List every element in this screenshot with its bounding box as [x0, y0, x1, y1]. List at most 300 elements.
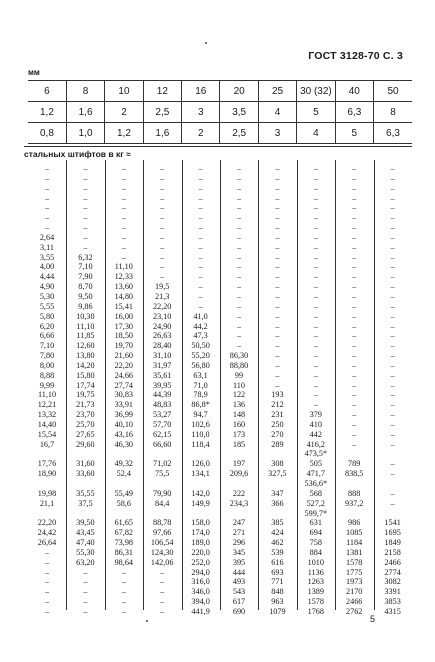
- mass-cell: 347: [271, 488, 284, 498]
- mass-cell: 193: [271, 390, 284, 400]
- mass-cell: –: [275, 232, 280, 242]
- mass-cell: 160: [232, 419, 246, 429]
- column-divider: [105, 160, 106, 610]
- mass-cell: –: [352, 341, 357, 351]
- mass-cell: [338, 449, 370, 459]
- mass-column: [338, 164, 370, 617]
- mass-cell: [108, 479, 140, 489]
- dimension-cell: 6,3: [335, 102, 373, 123]
- mass-cell: 316,0: [191, 577, 210, 587]
- mass-cell: 97,66: [152, 528, 172, 538]
- mass-cell: 7,80: [39, 351, 55, 361]
- mass-cell: 17,30: [114, 321, 133, 331]
- mass-cell: –: [390, 242, 395, 252]
- mass-cell: –: [390, 213, 395, 223]
- mass-cell: 346,0: [191, 587, 210, 597]
- mass-cell: –: [121, 606, 126, 616]
- mass-cell: [69, 449, 101, 459]
- mass-cell: 142,0: [191, 488, 210, 498]
- mass-cell: 308: [271, 459, 284, 469]
- mass-cell: 599,7*: [304, 508, 328, 518]
- mass-cell: 379: [309, 410, 322, 420]
- mass-column: [185, 164, 217, 617]
- mass-cell: –: [198, 213, 203, 223]
- mass-cell: –: [352, 164, 357, 173]
- mass-cell: –: [121, 587, 126, 597]
- mass-cell: 14,40: [37, 419, 57, 429]
- mass-cell: 189,0: [191, 538, 210, 548]
- mass-cell: –: [83, 232, 88, 242]
- mass-cell: 1849: [384, 538, 401, 548]
- dimension-row: [28, 81, 412, 102]
- mass-cell: 11,10: [76, 321, 95, 331]
- mass-cell: –: [160, 203, 165, 213]
- mass-cell: 345: [232, 547, 246, 557]
- mass-cell: –: [352, 252, 357, 262]
- mass-cell: –: [198, 203, 203, 213]
- mass-cell: 37,5: [78, 498, 93, 508]
- mass-cell: –: [352, 331, 357, 341]
- mass-cell: 539: [271, 547, 284, 557]
- mass-cell: 73,98: [114, 538, 133, 548]
- mass-cell: 142,06: [150, 557, 174, 567]
- mass-cell: –: [352, 282, 357, 292]
- mass-cell: –: [352, 410, 357, 420]
- mass-cell: –: [121, 577, 126, 587]
- dimension-row: [28, 123, 412, 144]
- mass-cell: 5,30: [39, 291, 55, 301]
- mass-cell: –: [44, 183, 50, 193]
- mass-cell: –: [390, 341, 395, 351]
- mass-cell: –: [236, 282, 242, 292]
- mass-cell: –: [390, 410, 395, 420]
- mass-cell: –: [236, 252, 242, 262]
- mass-cell: –: [160, 567, 165, 577]
- page-number: 5: [369, 614, 375, 624]
- mass-cell: 410: [309, 419, 322, 429]
- mass-cell: –: [275, 252, 280, 262]
- mass-cell: –: [198, 262, 203, 272]
- mass-cell: 134,1: [191, 469, 210, 479]
- mass-cell: 14,80: [114, 291, 133, 301]
- mass-cell: [146, 449, 178, 459]
- mass-cell: 21,3: [155, 291, 170, 301]
- mass-cell: 3391: [384, 587, 401, 597]
- mass-cell: [185, 449, 217, 459]
- mass-cell: –: [160, 173, 165, 183]
- mass-cell: –: [83, 164, 88, 173]
- mass-cell: –: [313, 223, 318, 233]
- column-divider: [182, 160, 183, 610]
- mass-cell: 88,78: [152, 518, 172, 528]
- mass-cell: 473,5*: [304, 449, 328, 459]
- mass-cell: –: [390, 193, 395, 203]
- mass-cell: –: [44, 164, 50, 173]
- mass-cell: 617: [232, 597, 246, 607]
- mass-cell: 6,66: [39, 331, 55, 341]
- mass-cell: 22,20: [37, 518, 57, 528]
- mass-cell: –: [121, 597, 126, 607]
- mass-cell: 424: [271, 528, 284, 538]
- mass-cell: –: [275, 331, 280, 341]
- mass-cell: 1381: [346, 547, 363, 557]
- mass-cell: 2774: [384, 567, 401, 577]
- mass-cell: 3,11: [39, 242, 55, 252]
- mass-cell: 57,70: [152, 419, 172, 429]
- dimension-cell: 0,8: [28, 123, 66, 144]
- mass-cell: –: [313, 291, 318, 301]
- mass-cell: 694: [309, 528, 322, 538]
- mass-cell: 35,55: [76, 488, 95, 498]
- mass-column: [69, 164, 101, 617]
- mass-cell: 220,0: [191, 547, 210, 557]
- mass-cell: 771: [271, 577, 284, 587]
- mass-cell: 55,20: [191, 351, 210, 361]
- mass-cell: [146, 509, 178, 519]
- mass-cell: –: [275, 282, 280, 292]
- mass-cell: 5,80: [39, 311, 55, 321]
- dimension-cell: 40: [335, 81, 373, 102]
- mass-cell: –: [160, 577, 165, 587]
- mass-cell: 1263: [307, 577, 324, 587]
- mass-cell: 4,90: [39, 282, 55, 292]
- mass-cell: –: [198, 193, 203, 203]
- mass-cell: 2,64: [39, 232, 55, 242]
- mass-cell: 110,0: [191, 429, 210, 439]
- mass-cell: 1010: [307, 557, 324, 567]
- dimension-cell: 2: [105, 102, 143, 123]
- mass-cell: 250: [271, 419, 284, 429]
- mass-cell: 252,0: [191, 557, 210, 567]
- dimension-cell: 6,3: [374, 123, 412, 144]
- mass-cell: –: [390, 262, 395, 272]
- dimension-cell: 1,0: [66, 123, 104, 144]
- mass-cell: [223, 509, 255, 519]
- mass-cell: 63,1: [193, 370, 208, 380]
- column-divider: [374, 160, 375, 610]
- mass-cell: [108, 449, 140, 459]
- mass-cell: 75,5: [155, 469, 170, 479]
- dimension-cell: 3: [182, 102, 220, 123]
- mass-cell: –: [236, 321, 242, 331]
- mass-cell: –: [44, 547, 50, 557]
- dimension-cell: 25: [258, 81, 296, 102]
- mass-cell: 99: [234, 370, 244, 380]
- mass-cell: 462: [271, 538, 284, 548]
- mass-cell: –: [390, 390, 395, 400]
- mass-cell: 124,30: [150, 547, 174, 557]
- mass-cell: 23,70: [76, 410, 95, 420]
- mass-cell: 1541: [384, 518, 401, 528]
- column-divider: [297, 160, 298, 610]
- mass-cell: –: [275, 203, 280, 213]
- scan-speck: [205, 42, 207, 44]
- mass-cell: 71,0: [193, 380, 208, 390]
- mass-cell: 24,90: [152, 321, 172, 331]
- unit-label: мм: [28, 68, 40, 77]
- mass-cell: –: [313, 331, 318, 341]
- mass-cell: –: [390, 252, 395, 262]
- mass-cell: –: [236, 232, 242, 242]
- mass-cell: 136: [232, 400, 246, 410]
- mass-cell: –: [313, 321, 318, 331]
- mass-column: [31, 164, 63, 617]
- mass-cell: 444: [232, 567, 246, 577]
- mass-cell: [108, 509, 140, 519]
- mass-cell: 47,3: [193, 331, 208, 341]
- mass-cell: [338, 509, 370, 519]
- mass-cell: –: [390, 164, 395, 173]
- mass-cell: 28,40: [152, 341, 172, 351]
- mass-cell: –: [313, 341, 318, 351]
- mass-cell: –: [44, 557, 50, 567]
- mass-cell: –: [390, 301, 395, 311]
- mass-cell: –: [390, 400, 395, 410]
- mass-cell: –: [390, 282, 395, 292]
- mass-cell: 31,10: [152, 351, 172, 361]
- mass-cell: 12,33: [114, 272, 133, 282]
- mass-cell: 36,99: [114, 410, 133, 420]
- mass-cell: [31, 449, 63, 459]
- mass-cell: 71,02: [152, 459, 172, 469]
- mass-cell: 616: [271, 557, 284, 567]
- mass-cell: –: [275, 301, 280, 311]
- mass-cell: 6,32: [78, 252, 93, 262]
- mass-cell: –: [198, 301, 203, 311]
- mass-cell: 11,10: [37, 390, 57, 400]
- dimension-cell: 6: [28, 81, 66, 102]
- mass-cell: –: [275, 193, 280, 203]
- mass-cell: 3853: [384, 597, 401, 607]
- mass-cell: –: [198, 223, 203, 233]
- mass-cell: 8,00: [39, 360, 55, 370]
- dimension-cell: 10: [105, 81, 143, 102]
- mass-cell: 16,7: [39, 439, 55, 449]
- mass-cell: –: [83, 203, 88, 213]
- column-divider: [66, 160, 67, 610]
- dimension-cell: 1,6: [143, 123, 181, 144]
- mass-cell: –: [313, 262, 318, 272]
- mass-cell: –: [236, 242, 242, 252]
- mass-cell: 18,90: [37, 469, 57, 479]
- dimension-cell: 8: [66, 81, 104, 102]
- mass-cell: [261, 449, 293, 459]
- mass-cell: 30,83: [114, 390, 133, 400]
- mass-cell: 231: [271, 410, 284, 420]
- mass-cell: 25,70: [76, 419, 95, 429]
- mass-cell: 12,60: [76, 341, 95, 351]
- mass-cell: 327,5: [268, 469, 287, 479]
- mass-cell: 416,2: [306, 439, 325, 449]
- mass-cell: 29,60: [76, 439, 95, 449]
- mass-cell: [69, 509, 101, 519]
- mass-cell: 98,64: [114, 557, 133, 567]
- mass-cell: –: [83, 173, 88, 183]
- mass-cell: 4,44: [39, 272, 55, 282]
- mass-cell: –: [352, 183, 357, 193]
- mass-cell: –: [352, 429, 357, 439]
- mass-cell: 19,5: [155, 282, 170, 292]
- mass-cell: 296: [232, 538, 246, 548]
- mass-cell: –: [313, 173, 318, 183]
- mass-cell: 15,54: [37, 429, 57, 439]
- mass-cell: 61,65: [114, 518, 133, 528]
- mass-cell: 110: [233, 380, 245, 390]
- dimension-row: [28, 102, 412, 123]
- mass-cell: 270: [271, 429, 284, 439]
- mass-cell: 568: [309, 488, 322, 498]
- mass-cell: 31,97: [152, 360, 172, 370]
- mass-cell: 4,00: [39, 262, 55, 272]
- mass-cell: 148: [232, 410, 246, 420]
- mass-cell: 937,2: [344, 498, 364, 508]
- mass-cell: 67,82: [114, 528, 133, 538]
- mass-cell: 9,99: [39, 380, 55, 390]
- mass-cell: 789: [348, 459, 361, 469]
- mass-cell: –: [236, 331, 242, 341]
- mass-cell: 2466: [346, 597, 363, 607]
- mass-cell: 173: [232, 429, 246, 439]
- mass-cell: –: [44, 567, 50, 577]
- mass-cell: 271: [232, 528, 246, 538]
- dimension-table: [28, 80, 412, 144]
- mass-cell: –: [275, 262, 280, 272]
- mass-cell: –: [313, 193, 318, 203]
- mass-cell: –: [160, 183, 165, 193]
- mass-cell: –: [236, 164, 242, 173]
- mass-cell: 79,90: [152, 488, 172, 498]
- mass-cell: –: [275, 370, 280, 380]
- mass-cell: –: [275, 291, 280, 301]
- mass-cell: 10,30: [76, 311, 95, 321]
- mass-cell: 1973: [346, 577, 363, 587]
- mass-cell: –: [352, 203, 357, 213]
- column-divider: [143, 160, 144, 610]
- mass-cell: 19,70: [114, 341, 133, 351]
- mass-cell: –: [352, 419, 357, 429]
- mass-column: [223, 164, 255, 617]
- mass-cell: 17,76: [37, 459, 57, 469]
- mass-cell: [261, 479, 293, 489]
- mass-cell: –: [352, 223, 357, 233]
- mass-cell: 21,73: [76, 400, 95, 410]
- mass-cell: –: [313, 282, 318, 292]
- mass-cell: –: [390, 321, 395, 331]
- mass-cell: 838,5: [344, 469, 364, 479]
- mass-cell: –: [198, 183, 203, 193]
- mass-cell: –: [390, 173, 395, 183]
- mass-cell: [261, 509, 293, 519]
- mass-cell: –: [121, 232, 126, 242]
- mass-cell: 690: [232, 606, 246, 616]
- mass-cell: 15,80: [76, 370, 95, 380]
- mass-cell: [31, 509, 63, 519]
- mass-cell: 888: [348, 488, 361, 498]
- mass-cell: 33,91: [114, 400, 133, 410]
- mass-cell: 21,1: [39, 498, 55, 508]
- mass-cell: –: [313, 301, 318, 311]
- mass-cell: –: [352, 262, 357, 272]
- mass-cell: 43,45: [76, 528, 95, 538]
- mass-cell: 84,4: [155, 498, 170, 508]
- mass-cell: 543: [232, 587, 246, 597]
- mass-cell: –: [121, 567, 126, 577]
- mass-cell: 5,55: [39, 301, 55, 311]
- mass-cell: –: [160, 252, 165, 262]
- mass-cell: 963: [271, 597, 284, 607]
- mass-cell: 14,20: [76, 360, 95, 370]
- dimension-cell: 4: [258, 102, 296, 123]
- mass-cell: –: [236, 341, 242, 351]
- mass-cell: 88,80: [229, 360, 249, 370]
- mass-cell: 9,50: [78, 291, 93, 301]
- mass-cell: –: [236, 183, 242, 193]
- mass-cell: –: [352, 360, 357, 370]
- mass-cell: 86,30: [229, 351, 249, 361]
- mass-cell: –: [198, 291, 203, 301]
- mass-cell: –: [44, 203, 50, 213]
- mass-cell: –: [83, 213, 88, 223]
- mass-cell: –: [313, 252, 318, 262]
- mass-cell: 13,60: [114, 282, 133, 292]
- mass-cell: –: [313, 232, 318, 242]
- mass-cell: –: [352, 311, 357, 321]
- mass-cell: 234,3: [229, 498, 249, 508]
- mass-cell: 15,41: [114, 301, 133, 311]
- mass-cell: –: [236, 262, 242, 272]
- mass-cell: –: [390, 311, 395, 321]
- mass-cell: –: [352, 242, 357, 252]
- mass-cell: 6,20: [39, 321, 55, 331]
- mass-cell: 2762: [346, 606, 363, 616]
- mass-cell: –: [352, 380, 357, 390]
- mass-cell: –: [275, 272, 280, 282]
- mass-cell: 1079: [269, 606, 286, 616]
- dimension-cell: 5: [297, 102, 335, 123]
- mass-cell: 222: [232, 488, 246, 498]
- mass-cell: 22,20: [152, 301, 172, 311]
- mass-cell: 86,31: [114, 547, 133, 557]
- mass-cell: –: [352, 390, 357, 400]
- mass-cell: –: [44, 597, 50, 607]
- mass-cell: 106,54: [150, 538, 174, 548]
- mass-cell: –: [390, 419, 395, 429]
- mass-column: [377, 164, 409, 617]
- mass-cell: 1184: [346, 538, 363, 548]
- mass-cell: 247: [232, 518, 246, 528]
- mass-cell: 118,4: [191, 439, 210, 449]
- scan-speck: [146, 620, 148, 622]
- mass-cell: 1578: [346, 557, 363, 567]
- mass-cell: 986: [348, 518, 361, 528]
- mass-cell: –: [275, 173, 280, 183]
- mass-cell: [377, 449, 409, 459]
- column-divider: [335, 160, 336, 610]
- mass-cell: –: [390, 291, 395, 301]
- mass-cell: –: [44, 587, 50, 597]
- mass-cell: –: [160, 223, 165, 233]
- mass-cell: 7,10: [39, 341, 55, 351]
- mass-cell: 7,90: [78, 272, 93, 282]
- mass-cell: 56,80: [191, 360, 210, 370]
- mass-cell: –: [275, 380, 280, 390]
- mass-cell: –: [121, 183, 126, 193]
- mass-cell: –: [198, 252, 203, 262]
- mass-cell: 3,55: [39, 252, 55, 262]
- mass-cell: 52,4: [116, 469, 131, 479]
- mass-cell: [377, 509, 409, 519]
- dimension-cell: 3,5: [220, 102, 258, 123]
